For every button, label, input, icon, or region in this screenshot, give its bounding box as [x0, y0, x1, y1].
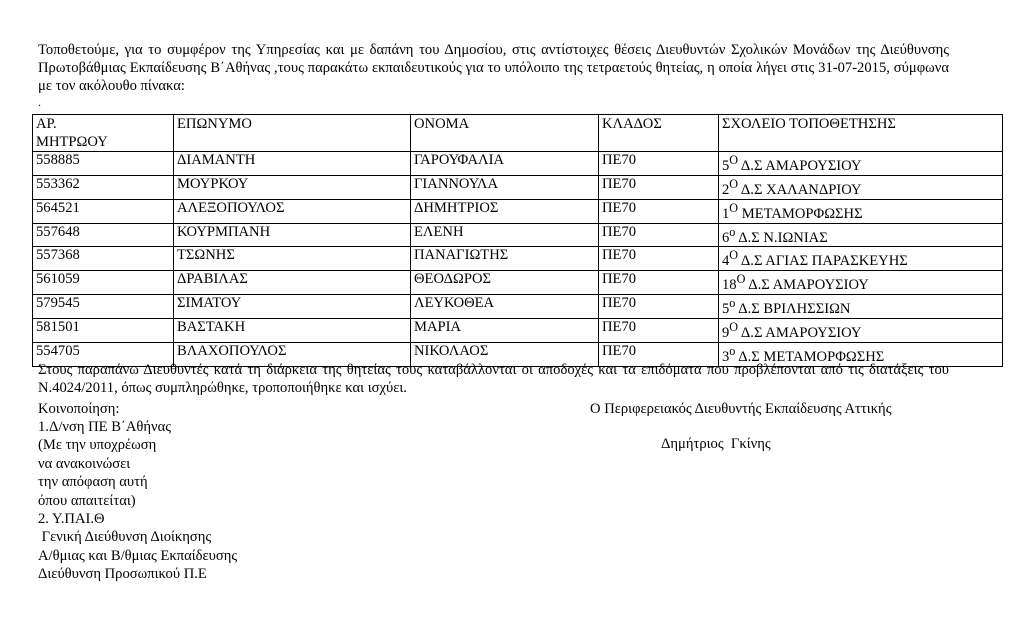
header-branch: ΚΛΑΔΟΣ [599, 115, 719, 152]
school-name: Δ.Σ ΧΑΛΑΝΔΡΙΟΥ [740, 181, 862, 198]
cell-surname: ΜΟΥΡΚΟΥ [174, 175, 411, 199]
signature-title: Ο Περιφερειακός Διευθυντής Εκπαίδευσης Αττικής [590, 401, 892, 417]
cell-branch: ΠΕ70 [599, 175, 719, 199]
notification-line: Γενική Διεύθυνση Διοίκησης [38, 529, 212, 546]
school-number: 3 [722, 348, 730, 365]
cell-name: ΝΙΚΟΛΑΟΣ [411, 342, 599, 366]
cell-school [719, 271, 1003, 295]
notification-line: 1.Δ/νση ΠΕ Β΄Αθήνας [38, 419, 172, 435]
school-name: Δ.Σ ΑΓΙΑΣ ΠΑΡΑΣΚΕΥΗΣ [740, 253, 908, 270]
cell-branch: ΠΕ70 [599, 295, 719, 319]
cell-surname: ΣΙΜΑΤΟΥ [174, 295, 411, 319]
school-number: 18 [722, 277, 737, 294]
cell-name: ΘΕΟΔΩΡΟΣ [411, 271, 599, 295]
cell-am: 581501 [33, 319, 174, 343]
cell-school [719, 199, 1003, 223]
school-number: 5 [722, 301, 730, 318]
school-name: Δ.Σ ΑΜΑΡΟΥΣΙΟΥ [740, 324, 862, 341]
school-ordinal-suffix: ο [729, 343, 736, 358]
notification-line: την απόφαση αυτή [38, 474, 148, 491]
school-ordinal-suffix: Ο [729, 320, 739, 335]
intro-paragraph: Τοποθετούμε, για το συμφέρον της Υπηρεσίας και με δαπάνη του Δημοσίου, στις αντίστοιχες θέσεις Διευθυντών Σχολικών Μονάδων της Διεύθυνσης Πρωτοβάθμιας Εκπαίδευσης Β΄Αθήνας ,τους παρακάτω εκπαιδευτικούς για το υπόλοιπο της τετραετούς θητείας, η οποία λήγει στις 31-07-2015, σύμφωνα με τον ακόλουθο πίνακα: [38, 42, 949, 94]
school-ordinal-suffix: ο [729, 296, 736, 311]
cell-am: 557368 [33, 247, 174, 271]
school-ordinal-suffix: Ο [736, 272, 746, 287]
header-name: ΟΝΟΜΑ [411, 115, 599, 152]
cell-surname: ΒΑΣΤΑΚΗ [174, 319, 411, 343]
cell-am: 553362 [33, 175, 174, 199]
school-ordinal-suffix: Ο [729, 153, 739, 167]
cell-branch: ΠΕ70 [599, 319, 719, 343]
school-name: Δ.Σ ΑΜΑΡΟΥΣΙΟΥ [740, 157, 862, 174]
stray-dot: . [38, 95, 41, 109]
cell-school [719, 175, 1003, 199]
cell-name: ΔΗΜΗΤΡΙΟΣ [411, 199, 599, 223]
table-row [33, 175, 1003, 199]
table-row [33, 319, 1003, 343]
signature-name: Δημήτριος Γκίνης [661, 436, 771, 452]
cell-school [719, 223, 1003, 247]
table-body [33, 152, 1003, 367]
table-row [33, 295, 1003, 319]
cell-branch: ΠΕ70 [599, 271, 719, 295]
table-row [33, 223, 1003, 247]
table-row [33, 271, 1003, 295]
school-number: 6 [722, 229, 730, 246]
header-am-label: ΑΡ. ΜΗΤΡΩΟΥ [36, 116, 108, 150]
cell-name: ΕΛΕΝΗ [411, 223, 599, 247]
cell-name: ΜΑΡΙΑ [411, 319, 599, 343]
school-number: 1 [722, 205, 730, 222]
cell-school [719, 247, 1003, 271]
notification-line: όπου απαιτείται) [38, 492, 136, 509]
closing-paragraph: Στους παραπάνω Διευθυντές κατά τη διάρκεια της θητείας τους καταβάλλονται οι αποδοχές και τα επιδόματα που προβλέπονται από τις διατάξεις του Ν.4024/2011, όπως συμπληρώθηκε, τροποποιήθηκε και ισχύει. [38, 362, 949, 396]
school-name: ΜΕΤΑΜΟΡΦΩΣΗΣ [741, 205, 863, 222]
placement-table [32, 114, 1003, 367]
table-header-row [33, 115, 1003, 152]
school-ordinal-suffix: Ο [729, 176, 739, 191]
table-row [33, 199, 1003, 223]
header-surname: ΕΠΩΝΥΜΟ [174, 115, 411, 152]
table-row [33, 152, 1003, 176]
school-name: Δ.Σ ΑΜΑΡΟΥΣΙΟΥ [748, 277, 869, 294]
school-name: Δ.Σ ΒΡΙΛΗΣΣΙΩΝ [738, 301, 851, 318]
header-am [33, 115, 174, 152]
cell-am: 564521 [33, 199, 174, 223]
cell-am: 557648 [33, 223, 174, 247]
school-number: 2 [722, 181, 730, 198]
notification-line: 2. Υ.ΠΑΙ.Θ [38, 511, 105, 527]
cell-branch: ΠΕ70 [599, 199, 719, 223]
cell-am: 558885 [33, 152, 174, 176]
notification-line: να ανακοινώσει [38, 455, 131, 472]
cell-school [719, 319, 1003, 343]
cell-name: ΛΕΥΚΟΘΕΑ [411, 295, 599, 319]
cell-name: ΠΑΝΑΓΙΩΤΗΣ [411, 247, 599, 271]
cell-school [719, 152, 1003, 176]
notification-line: (Με την υποχρέωση [38, 437, 157, 454]
cell-surname: ΒΛΑΧΟΠΟΥΛΟΣ [174, 342, 411, 366]
school-name: Δ.Σ Ν.ΙΩΝΙΑΣ [738, 229, 828, 246]
cell-surname: ΔΡΑΒΙΛΑΣ [174, 271, 411, 295]
notification-heading: Κοινοποίηση: [38, 401, 120, 417]
cell-surname: ΚΟΥΡΜΠΑΝΗ [174, 223, 411, 247]
cell-surname: ΤΣΩΝΗΣ [174, 247, 411, 271]
school-number: 5 [722, 157, 730, 174]
school-ordinal-suffix: ο [729, 224, 736, 239]
cell-branch: ΠΕ70 [599, 247, 719, 271]
cell-am: 554705 [33, 342, 174, 366]
cell-am: 561059 [33, 271, 174, 295]
cell-surname: ΑΛΕΞΟΠΟΥΛΟΣ [174, 199, 411, 223]
school-name: Δ.Σ ΜΕΤΑΜΟΡΦΩΣΗΣ [738, 348, 885, 365]
cell-name: ΓΙΑΝΝΟΥΛΑ [411, 175, 599, 199]
cell-branch: ΠΕ70 [599, 152, 719, 176]
cell-surname: ΔΙΑΜΑΝΤΗ [174, 152, 411, 176]
cell-school [719, 295, 1003, 319]
cell-branch: ΠΕ70 [599, 342, 719, 366]
school-ordinal-suffix: Ο [729, 200, 739, 215]
cell-branch: ΠΕ70 [599, 223, 719, 247]
school-number: 9 [722, 324, 730, 341]
header-school: ΣΧΟΛΕΙΟ ΤΟΠΟΘΕΤΗΣΗΣ [719, 115, 1003, 152]
school-number: 4 [722, 253, 730, 270]
table-row [33, 247, 1003, 271]
school-ordinal-suffix: Ο [729, 248, 739, 263]
notification-line: Α/θμιας και Β/θμιας Εκπαίδευσης [38, 547, 238, 564]
cell-am: 579545 [33, 295, 174, 319]
cell-name: ΓΑΡΟΥΦΑΛΙΑ [411, 152, 599, 176]
notification-line: Διεύθυνση Προσωπικού Π.Ε [38, 566, 207, 583]
